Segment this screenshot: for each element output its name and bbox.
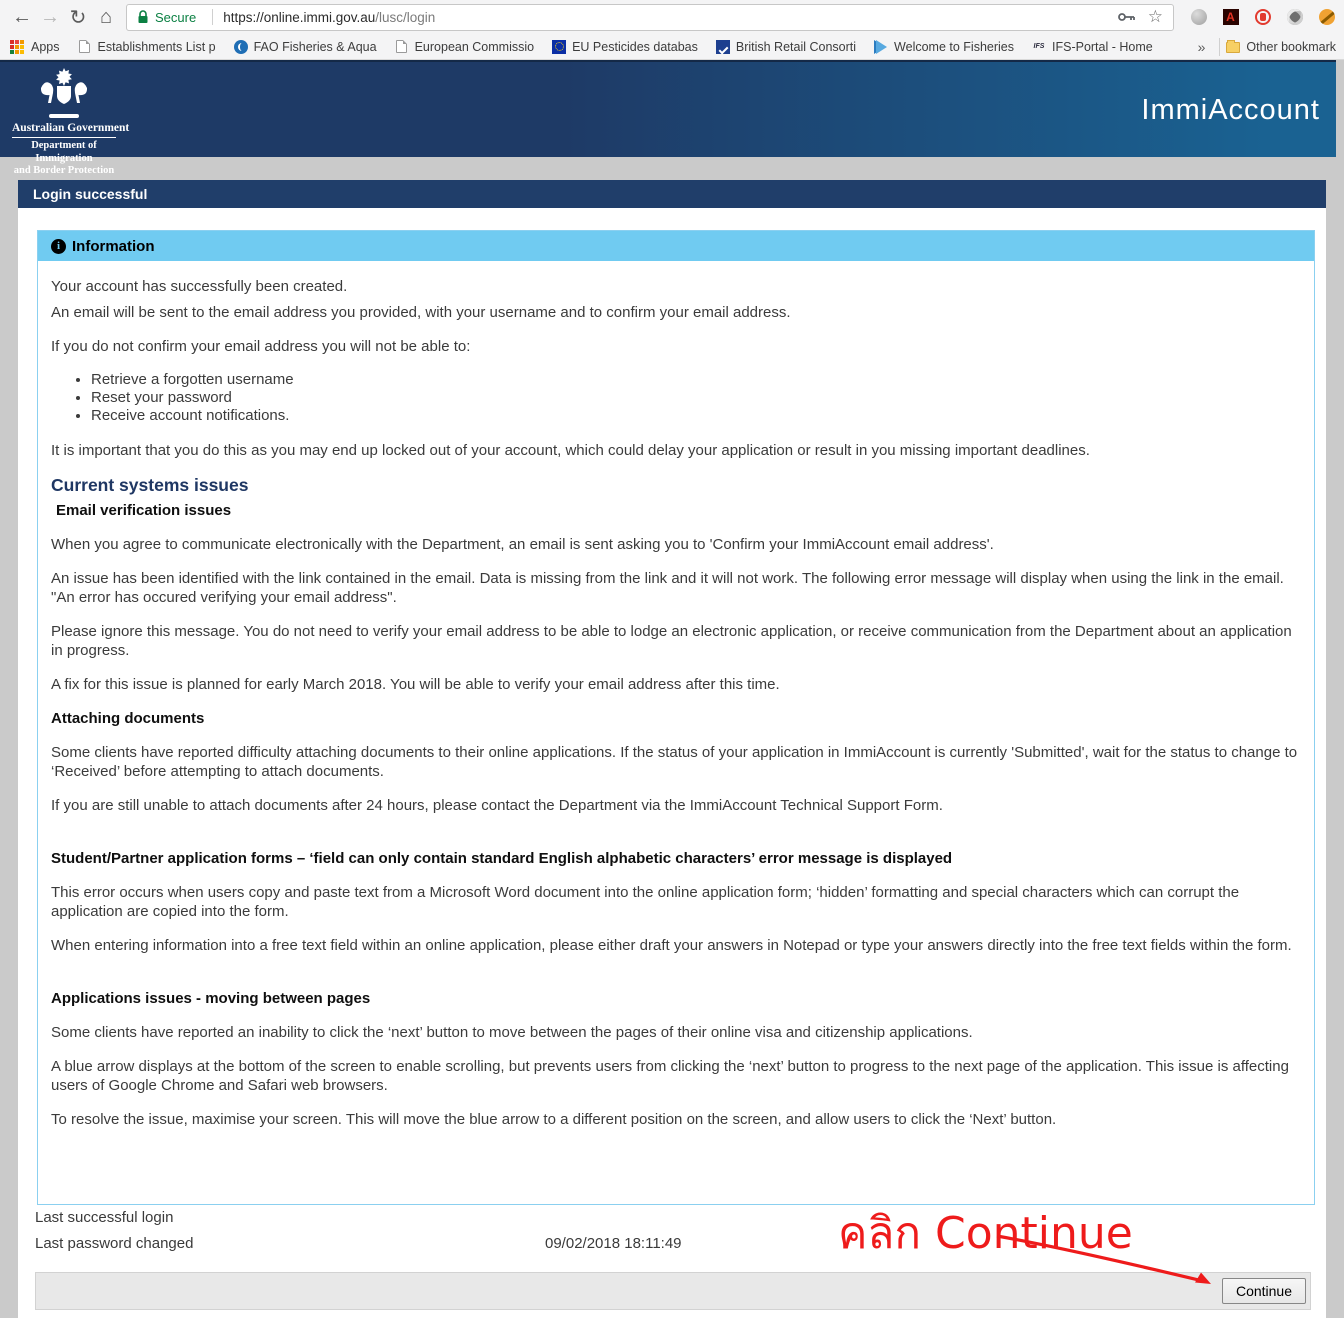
government-crest [12, 68, 130, 178]
last-login-label: Last successful login [35, 1209, 174, 1226]
coat-of-arms-icon [35, 68, 93, 120]
bookmark-european-commission[interactable]: European Commissio [395, 40, 535, 54]
section-heading-attaching-documents: Attaching documents [51, 710, 205, 727]
globe-extension-icon[interactable] [1191, 9, 1207, 25]
paragraph: Some clients have reported difficulty attaching documents to their online applications. If the status of your application in ImmiAccount is currently 'Submitted', wait for the status to change to ‘Received’ before attempting to attach documents. [51, 744, 1298, 780]
secure-lock-icon [137, 10, 149, 25]
url-domain-text: https://online.immi.gov.au [223, 9, 376, 25]
eu-flag-icon [552, 40, 566, 54]
browser-toolbar [0, 0, 1344, 34]
bookmarks-overflow-chevron[interactable]: » [1197, 38, 1206, 55]
info-icon: i [51, 239, 66, 254]
url-path-text: /lusc/login [375, 9, 436, 25]
section-heading-applications-issues: Applications issues - moving between pages [51, 990, 371, 1007]
paragraph: This error occurs when users copy and paste text from a Microsoft Word document into the online application form; ‘hidden’ formatting and special characters which can corrupt the application are copied into the form. [51, 884, 1240, 920]
brc-logo-icon [716, 40, 730, 54]
blocked-orange-extension-icon[interactable] [1319, 9, 1335, 25]
paragraph: To resolve the issue, maximise your screen. This will move the blue arrow to a different position on the screen, and allow users to click the ‘Next’ button. [51, 1111, 1057, 1128]
site-header [0, 60, 1336, 177]
ifs-logo-icon: IFS [1033, 43, 1045, 50]
paragraph: Some clients have reported an inability to click the ‘next’ button to move between the pages of their online visa and citizenship applications. [51, 1024, 973, 1041]
paragraph: If you do not confirm your email address you will not be able to: [51, 338, 471, 355]
apps-shortcut[interactable]: Apps [31, 39, 60, 54]
annotation-text: คลิก Continue [838, 1208, 1133, 1259]
globe-icon [234, 40, 248, 54]
bookmarks-bar [0, 34, 1344, 60]
apps-grid-icon[interactable] [10, 40, 24, 54]
url-separator [212, 9, 213, 25]
page-icon [396, 40, 407, 53]
paragraph: If you are still unable to attach documents after 24 hours, please contact the Department via the ImmiAccount Technical Support Form. [51, 797, 943, 814]
url-bar[interactable] [126, 4, 1174, 31]
bookmark-fisheries[interactable]: Welcome to Fisheries [874, 40, 1014, 54]
film-reel-extension-icon[interactable] [1287, 9, 1303, 25]
paragraph: Your account has successfully been created. [51, 278, 348, 295]
reload-icon[interactable]: ↻ [69, 6, 87, 29]
government-title: Australian Government [12, 122, 130, 134]
bookmark-establishments[interactable]: Establishments List p [78, 40, 216, 54]
extension-icons [1190, 9, 1335, 26]
bookmark-star-icon[interactable]: ☆ [1147, 7, 1163, 26]
home-icon[interactable]: ⌂ [99, 5, 113, 28]
last-password-label: Last password changed [35, 1235, 194, 1252]
back-icon[interactable]: ← [12, 5, 32, 28]
systems-issues-heading: Current systems issues [51, 475, 249, 495]
paragraph: A blue arrow displays at the bottom of the screen to enable scrolling, but prevents users from clicking the ‘next’ button to progress to the next page of the application. This issue is affecting users of Google Chrome and Safari web browsers. [51, 1058, 1289, 1094]
information-header [38, 231, 1314, 261]
crest-divider [12, 137, 116, 138]
paragraph: When you agree to communicate electronically with the Department, an email is sent asking you to 'Confirm your ImmiAccount email address'. [51, 536, 994, 553]
paragraph: Please ignore this message. You do not need to verify your email address to be able to lodge an electronic application, or receive communication from the Department about an application in progress. [51, 623, 1292, 659]
continue-button[interactable]: Continue [1222, 1278, 1306, 1304]
bookmarks-separator [1219, 38, 1220, 56]
bookmark-eu-pesticides[interactable]: EU Pesticides databas [552, 40, 698, 54]
page-content [18, 180, 1326, 1318]
other-bookmarks[interactable]: Other bookmark [1226, 40, 1336, 54]
section-heading-student-partner: Student/Partner application forms – ‘field can only contain standard English alphabetic characters’ error message is displayed [51, 850, 953, 867]
bookmark-ifs-portal[interactable]: IFS IFS-Portal - Home [1033, 39, 1153, 54]
forward-icon[interactable]: → [40, 5, 60, 28]
information-title: Information [72, 237, 155, 255]
blue-arrow-icon [876, 40, 887, 54]
list-item: • Receive account notifications. [91, 407, 1300, 425]
folder-icon [1226, 42, 1240, 53]
bookmark-fao-fisheries[interactable]: FAO Fisheries & Aqua [234, 40, 377, 54]
paragraph: An email will be sent to the email address you provided, with your username and to confirm your email address. [51, 304, 791, 321]
list-item: • Retrieve a forgotten username [91, 371, 1300, 389]
page-title: Login successful [18, 180, 1326, 208]
page-icon [79, 40, 90, 53]
acrobat-extension-icon[interactable]: A [1223, 9, 1239, 25]
information-panel [37, 230, 1315, 1205]
information-body [38, 261, 1314, 1129]
list-item: • Reset your password [91, 389, 1300, 407]
confirmation-bullet-list [51, 371, 1300, 425]
paragraph: An issue has been identified with the link contained in the email. Data is missing from the link and it will not work. The following error message will display when using the link in the email. "An error has occured verifying your email address". [51, 570, 1284, 606]
paragraph: It is important that you do this as you may end up locked out of your account, which could delay your application or result in you missing important deadlines. [51, 442, 1090, 459]
password-key-icon[interactable] [1118, 11, 1136, 23]
adblock-hand-extension-icon[interactable] [1255, 9, 1271, 25]
bookmark-british-retail[interactable]: British Retail Consorti [716, 40, 856, 54]
paragraph: A fix for this issue is planned for early March 2018. You will be able to verify your email address after this time. [51, 676, 780, 693]
paragraph: When entering information into a free text field within an online application, please either draft your answers in Notepad or type your answers directly into the free text fields within the form. [51, 937, 1292, 954]
browser-chrome [0, 0, 1344, 60]
department-line1: Department of Immigration [31, 140, 97, 164]
app-title: ImmiAccount [1141, 94, 1320, 126]
last-password-value: 09/02/2018 18:11:49 [545, 1235, 682, 1252]
annotation-arrow-icon [985, 1226, 1225, 1296]
secure-label: Secure [155, 9, 197, 25]
section-heading-email-verification: Email verification issues [56, 502, 232, 519]
department-line2: and Border Protection [13, 165, 115, 177]
